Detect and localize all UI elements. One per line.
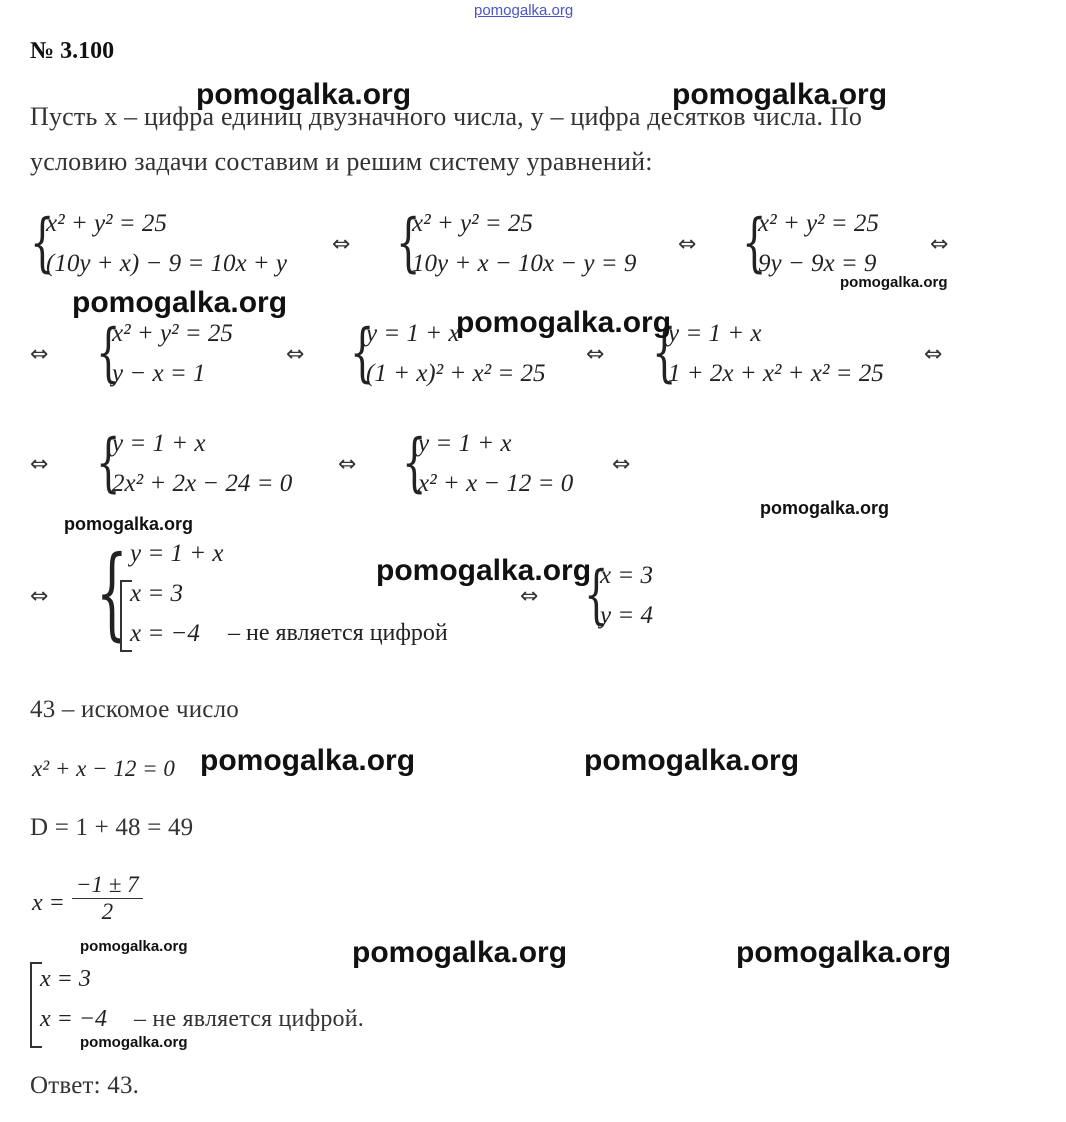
site-caption[interactable]: pomogalka.org — [474, 2, 574, 19]
system-9-note: – не является цифрой — [228, 620, 448, 646]
system-2 — [396, 208, 656, 288]
brace-icon: { — [402, 426, 427, 500]
equivalence-icon: ⇔ — [286, 342, 305, 367]
watermark: pomogalka.org — [840, 274, 948, 291]
equivalence-icon: ⇔ — [924, 342, 943, 367]
system-10 — [584, 560, 674, 640]
watermark: pomogalka.org — [584, 744, 800, 777]
bracket-icon — [30, 962, 32, 1048]
system-1-eq-1: x² + y² = 25 — [46, 210, 167, 237]
system-4-eq-2: y − x = 1 — [112, 360, 206, 387]
system-8 — [402, 428, 592, 508]
equivalence-icon: ⇔ — [30, 342, 49, 367]
root-1: x = 3 — [40, 966, 91, 992]
root-formula-lhs: x = — [32, 890, 65, 916]
answer: Ответ: 43. — [30, 1072, 140, 1099]
system-9-root-1: x = 3 — [130, 580, 183, 607]
bracket-icon — [120, 580, 122, 652]
system-2-eq-2: 10y + x − 10x − y = 9 — [412, 250, 637, 277]
brace-icon: { — [96, 426, 121, 500]
discriminant-line: D = 1 + 48 = 49 — [30, 814, 194, 841]
system-4 — [96, 318, 266, 398]
system-7-eq-2: 2x² + 2x − 24 = 0 — [112, 470, 293, 497]
intro-line-2: условию задачи составим и решим систему уравнений: — [30, 147, 653, 176]
equivalence-icon: ⇔ — [586, 342, 605, 367]
equivalence-icon: ⇔ — [338, 452, 357, 477]
fraction-denominator: 2 — [101, 899, 114, 924]
quadratic-equation: x² + x − 12 = 0 — [32, 756, 175, 781]
intro-line-1: Пусть x – цифра единиц двузначного числа, y – цифра десятков числа. По — [30, 102, 863, 131]
system-2-eq-1: x² + y² = 25 — [412, 210, 533, 237]
brace-icon: { — [350, 316, 375, 390]
equivalence-icon: ⇔ — [30, 452, 49, 477]
watermark: pomogalka.org — [352, 936, 568, 969]
brace-icon: { — [742, 206, 767, 280]
brace-icon: { — [96, 534, 128, 651]
watermark: pomogalka.org — [80, 938, 188, 955]
system-6-eq-1: y = 1 + x — [668, 320, 762, 347]
watermark: pomogalka.org — [80, 1034, 188, 1051]
result-line: 43 – искомое число — [30, 696, 239, 723]
watermark: pomogalka.org — [760, 498, 890, 518]
equivalence-icon: ⇔ — [612, 452, 631, 477]
watermark: pomogalka.org — [736, 936, 952, 969]
equivalence-icon: ⇔ — [332, 232, 351, 257]
system-7-eq-1: y = 1 + x — [112, 430, 206, 457]
equivalence-icon: ⇔ — [520, 584, 539, 609]
brace-icon: { — [30, 206, 55, 280]
system-1-eq-2: (10y + x) − 9 = 10x + y — [46, 250, 288, 277]
system-6 — [652, 318, 892, 398]
brace-icon: { — [584, 558, 609, 632]
watermark: pomogalka.org — [456, 306, 672, 339]
equivalence-icon: ⇔ — [930, 232, 949, 257]
brace-icon: { — [96, 316, 121, 390]
watermark: pomogalka.org — [376, 554, 592, 587]
system-10-eq-1: x = 3 — [600, 562, 653, 589]
system-3-eq-2: 9y − 9x = 9 — [758, 250, 877, 277]
equivalence-icon: ⇔ — [678, 232, 697, 257]
system-5-eq-2: (1 + x)² + x² = 25 — [366, 360, 546, 387]
problem-number: № 3.100 — [30, 38, 115, 64]
watermark: pomogalka.org — [196, 78, 412, 111]
root-2: x = −4 — [40, 1006, 108, 1032]
root-formula-fraction — [72, 872, 143, 925]
system-5-eq-1: y = 1 + x — [366, 320, 460, 347]
fraction-numerator: −1 ± 7 — [72, 872, 143, 899]
watermark: pomogalka.org — [72, 286, 288, 319]
root-2-note: – не является цифрой. — [134, 1006, 364, 1032]
system-1 — [30, 208, 330, 288]
system-8-eq-2: x² + x − 12 = 0 — [418, 470, 574, 497]
equivalence-icon: ⇔ — [30, 584, 49, 609]
brace-icon: { — [652, 316, 677, 390]
system-9-eq-1: y = 1 + x — [130, 540, 224, 567]
system-10-eq-2: y = 4 — [600, 602, 653, 629]
system-8-eq-1: y = 1 + x — [418, 430, 512, 457]
brace-icon: { — [396, 206, 421, 280]
watermark: pomogalka.org — [672, 78, 888, 111]
system-4-eq-1: x² + y² = 25 — [112, 320, 233, 347]
system-3-eq-1: x² + y² = 25 — [758, 210, 879, 237]
watermark: pomogalka.org — [200, 744, 416, 777]
system-7 — [96, 428, 316, 508]
watermark: pomogalka.org — [64, 514, 194, 534]
system-9-root-2: x = −4 — [130, 620, 200, 647]
system-6-eq-2: 1 + 2x + x² + x² = 25 — [668, 360, 884, 387]
